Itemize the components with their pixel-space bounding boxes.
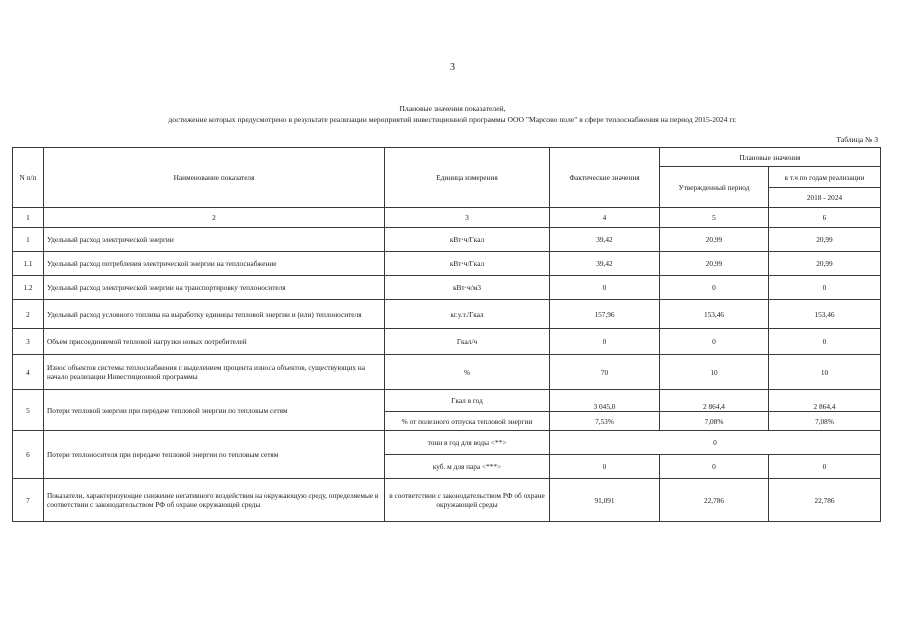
row-approved: 20,99 <box>660 252 769 276</box>
table-row <box>13 300 881 329</box>
row-num: 2 <box>13 300 44 329</box>
document-title <box>0 103 905 125</box>
row-fact: 70 <box>550 355 660 390</box>
row-unit: тонн в год для воды <**> <box>385 431 550 455</box>
column-number: 1 <box>13 208 44 228</box>
row-years: 153,46 <box>769 300 881 329</box>
row-num: 6 <box>13 431 44 479</box>
column-number: 4 <box>550 208 660 228</box>
row-fact: 39,42 <box>550 228 660 252</box>
row-unit: в соответствии с законодательством РФ об охране окружающей среды <box>385 479 550 522</box>
row-years: 22,786 <box>769 479 881 522</box>
row-years: 20,99 <box>769 252 881 276</box>
table-label: Таблица № 3 <box>836 135 878 144</box>
row-years: 7,08% <box>769 412 881 431</box>
table-row <box>13 228 881 252</box>
row-approved: 0 <box>660 276 769 300</box>
row-unit: кВт·ч/Гкал <box>385 252 550 276</box>
row-approved: 20,99 <box>660 228 769 252</box>
row-years: 2 864,4 <box>769 390 881 412</box>
row-fact: 0 <box>550 455 660 479</box>
column-number: 3 <box>385 208 550 228</box>
row-num: 4 <box>13 355 44 390</box>
row-approved: 0 <box>660 329 769 355</box>
row-fact: 39,42 <box>550 252 660 276</box>
row-unit: % от полезного отпуска тепловой энергии <box>385 412 550 431</box>
table-row <box>13 431 881 455</box>
row-name: Удельный расход электрической энергии на транспортировку теплоносителя <box>44 276 385 300</box>
header-approved: Утвержденный период <box>660 167 769 208</box>
header-by-years: в т.ч по годам реализации <box>769 167 881 188</box>
row-unit: куб. м для пара <***> <box>385 455 550 479</box>
row-num: 1 <box>13 228 44 252</box>
header-unit: Единица измерения <box>385 148 550 208</box>
row-approved: 153,46 <box>660 300 769 329</box>
row-merged-value: 0 <box>550 431 881 455</box>
table-row <box>13 479 881 522</box>
row-fact: 0 <box>550 329 660 355</box>
row-num: 1.2 <box>13 276 44 300</box>
table-row <box>13 390 881 412</box>
row-unit: кВт·ч/м3 <box>385 276 550 300</box>
header-years: 2018 - 2024 <box>769 188 881 208</box>
title-line-1: Плановые значения показателей, <box>399 104 506 113</box>
row-fact: 3 045,0 <box>550 390 660 412</box>
table-row <box>13 252 881 276</box>
row-years: 10 <box>769 355 881 390</box>
row-name: Потери теплоносителя при передаче тепловой энергии по тепловым сетям <box>44 431 385 479</box>
row-name: Износ объектов системы теплоснабжения с выделением процента износа объектов, существующих на начало реализации Инвестиционной программы <box>44 355 385 390</box>
header-fact: Фактические значения <box>550 148 660 208</box>
row-num: 7 <box>13 479 44 522</box>
row-approved: 10 <box>660 355 769 390</box>
row-unit: Гкал в год <box>385 390 550 412</box>
row-fact: 157,96 <box>550 300 660 329</box>
row-years: 0 <box>769 329 881 355</box>
row-approved: 0 <box>660 455 769 479</box>
row-name: Удельный расход потребления электрической энергии на теплоснабжение <box>44 252 385 276</box>
row-unit: кг.у.т./Гкал <box>385 300 550 329</box>
row-name: Показатели, характеризующие снижение негативного воздействия на окружающую среду, определяемые в соответствии с законодательством РФ об охране окружающей среды <box>44 479 385 522</box>
title-line-2: достижение которых предусмотрено в результате реализации мероприятий инвестиционной программы ООО "Марсово поле" в сфере теплоснабжения на период 2015-2024 гг. <box>168 115 737 124</box>
row-name: Объем присоединяемой тепловой нагрузки новых потребителей <box>44 329 385 355</box>
row-name: Удельный расход электрической энергии <box>44 228 385 252</box>
header-name: Наименование показателя <box>44 148 385 208</box>
row-unit: % <box>385 355 550 390</box>
row-approved: 22,786 <box>660 479 769 522</box>
row-fact: 91,091 <box>550 479 660 522</box>
row-approved: 7,08% <box>660 412 769 431</box>
row-fact: 7,53% <box>550 412 660 431</box>
row-name: Удельный расход условного топлива на выработку единицы тепловой энергии и (или) теплоносителя <box>44 300 385 329</box>
row-num: 3 <box>13 329 44 355</box>
row-num: 5 <box>13 390 44 431</box>
row-unit: кВт·ч/Гкал <box>385 228 550 252</box>
column-number: 2 <box>44 208 385 228</box>
table-row <box>13 276 881 300</box>
column-numbers-row <box>13 208 881 228</box>
row-approved: 2 864,4 <box>660 390 769 412</box>
table-row <box>13 329 881 355</box>
header-num: N п/п <box>13 148 44 208</box>
row-unit: Гкал/ч <box>385 329 550 355</box>
row-name: Потери тепловой энергии при передаче тепловой энергии по тепловым сетям <box>44 390 385 431</box>
header-plan: Плановые значения <box>660 148 881 167</box>
row-years: 0 <box>769 455 881 479</box>
table-row <box>13 355 881 390</box>
row-years: 20,99 <box>769 228 881 252</box>
indicators-table <box>12 147 881 522</box>
column-number: 6 <box>769 208 881 228</box>
column-number: 5 <box>660 208 769 228</box>
row-fact: 0 <box>550 276 660 300</box>
row-years: 0 <box>769 276 881 300</box>
page-number: 3 <box>450 62 455 73</box>
row-num: 1.1 <box>13 252 44 276</box>
